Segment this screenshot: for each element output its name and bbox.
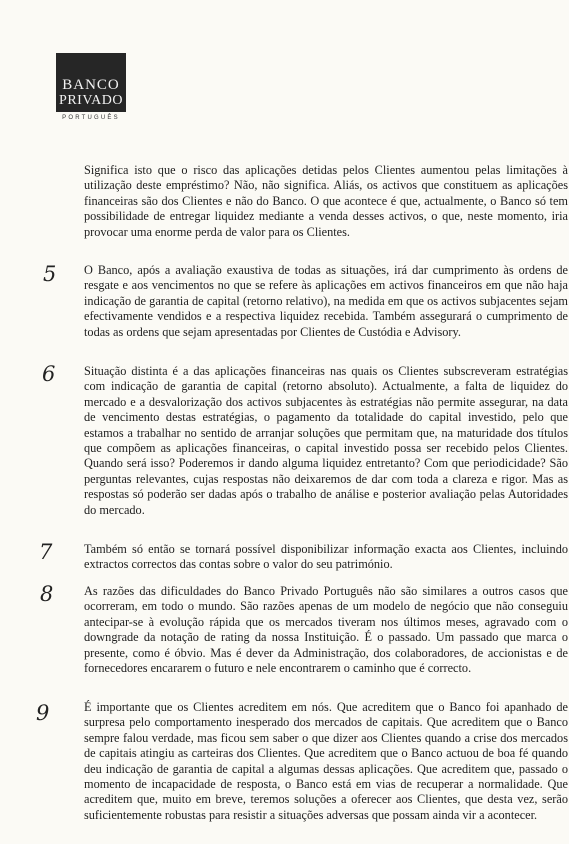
logo-line-1: BANCO [62, 77, 120, 93]
paragraph-number-5: 5 [43, 262, 57, 286]
paragraph-9: É importante que os Clientes acreditem em nós. Que acreditem que o Banco foi apanhado de surpresa pelo comportamento inesperado dos mercados de capitais. Que acreditem que o Banco sempre falou verdade, mas ficou sem saber o que dizer aos Clientes quando a crise dos mercados de capitais atingiu as carteiras dos Clientes. Que acreditem que o Banco actuou de boa fé quando deu indicação de garantia de capital a algumas dessas aplicações. Que acreditem que, passado o momento de incapacidade de resposta, o Banco está em vias de recuperar a normalidade. Que acreditem que, muito em breve, teremos soluções a oferecer aos Clientes, que desta vez, serão suficientemente robustas para resistir a situações adversas que possam ainda vir a acontecer. [84, 700, 568, 822]
logo-line-2: PRIVADO [59, 93, 123, 108]
paragraph-5: O Banco, após a avaliação exaustiva de todas as situações, irá dar cumprimento às ordens de resgate e aos vencimentos no que se refere às aplicações em activos financeiros em que não haja indicação de garantia de capital (retorno relativo), na medida em que os activos subjacentes sejam efectivamente vendidos e a respectiva liquidez recebida. Também assegurará o cumprimento de todas as ordens que sejam apresentadas por Clientes de Custódia e Advisory. [84, 263, 568, 339]
paragraph-7: Também só então se tornará possível disponibilizar informação exacta aos Clientes, incluindo extractos correctos das contas sobre o valor do seu património. [84, 542, 568, 572]
paragraph-number-6: 6 [42, 362, 56, 386]
paragraph-8: As razões das dificuldades do Banco Privado Português não são similares a outros casos que ocorreram, em todo o mundo. São razões apenas de um modelo de negócio que não conseguiu antecipar-se à evolução rápida que os mercados tiveram nos últimos meses, agravado com o downgrade da notação de rating da nossa Instituição. É o passado. Um passado que marca o presente, como é óbvio. Mas é dever da Administração, dos colaboradores, de accionistas e de fornecedores encararem o futuro e nele encontrarem o caminho que é correcto. [84, 584, 568, 676]
paragraph-number-7: 7 [39, 540, 53, 564]
logo-line-3: PORTUGUÊS [62, 115, 120, 121]
paragraph-6: Situação distinta é a das aplicações financeiras nas quais os Clientes subscreveram estratégias com indicação de garantia de capital (retorno absoluto). Actualmente, a falta de liquidez do mercado e a desvalorização dos activos subjacentes às estratégias não permite assegurar, na data de vencimento destas estratégias, o pagamento da totalidade do capital investido, pelo que estamos a trabalhar no sentido de arranjar soluções que permitam que, na maturidade dos títulos que compõem as aplicações financeiras, o capital investido possa ser recebido pelos Clientes. Quando será isso? Poderemos ir dando alguma liquidez entretanto? Com que periodicidade? São perguntas relevantes, cujas respostas não deixaremos de dar com toda a clareza e rigor. Mas as respostas só poderão ser dadas após o trabalho de análise e posterior avaliação pelas Autoridades do mercado. [84, 364, 568, 517]
paragraph-number-8: 8 [40, 582, 54, 606]
bank-logo [56, 53, 126, 121]
logo-box [56, 53, 126, 112]
paragraph-number-9: 9 [36, 701, 50, 725]
paragraph-1: Significa isto que o risco das aplicações detidas pelos Clientes aumentou pelas limitações à utilização deste empréstimo? Não, não significa. Aliás, os activos que constituem as aplicações financeiras são dos Clientes e não do Banco. O que acontece é que, actualmente, o Banco só tem possibilidade de entregar liquidez mediante a venda desses activos, o que, neste momento, iria provocar uma enorme perda de valor para os Clientes. [84, 163, 568, 239]
